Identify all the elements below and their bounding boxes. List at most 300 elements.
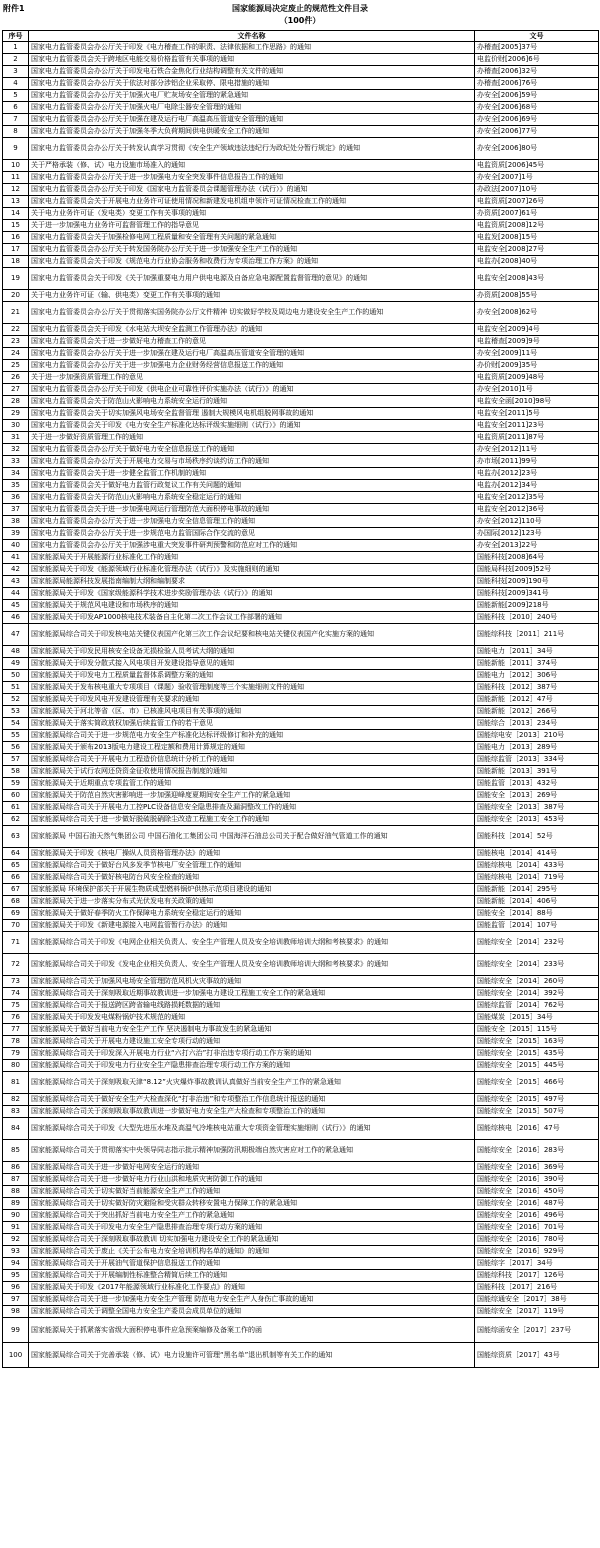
- document-name: 国家能源局关于做好当前电力安全生产工作 坚决遏制电力事故发生的紧急通知: [29, 1024, 475, 1036]
- document-code: 国能综安全［2016］487号: [475, 1198, 599, 1210]
- row-number: 34: [3, 468, 29, 480]
- document-code: 电监发[2008]15号: [475, 232, 599, 244]
- row-number: 47: [3, 624, 29, 646]
- document-code: 国能综安全［2013］387号: [475, 802, 599, 814]
- document-code: 国能综安全［2014］233号: [475, 954, 599, 976]
- document-name: 国家能源局关于进一步落实分布式光伏发电有关政策的通知: [29, 896, 475, 908]
- table-row: [3, 670, 599, 682]
- table-row: [3, 1258, 599, 1270]
- table-row: [3, 1060, 599, 1072]
- document-name: 关于进一步加强电力业务许可监督管理工作的指导意见: [29, 220, 475, 232]
- document-code: 国能核电［2014］414号: [475, 848, 599, 860]
- table-row: [3, 1270, 599, 1282]
- table-row: [3, 1024, 599, 1036]
- document-code: 国能综通安全［2017］38号: [475, 1294, 599, 1306]
- document-name: 关于严格承装（修、试）电力设施市场准入的通知: [29, 160, 475, 172]
- document-name: 国家电力监管委员会关于切实加强风电场安全监督管理 遏制大规模风电机组脱网事故的通知: [29, 408, 475, 420]
- document-code: 电监安全[2009]4号: [475, 324, 599, 336]
- table-row: [3, 126, 599, 138]
- row-number: 88: [3, 1186, 29, 1198]
- row-number: 18: [3, 256, 29, 268]
- table-row: [3, 848, 599, 860]
- document-name: 国家能源局综合司关于深刻吸取近期事故教训进一步加强电力建设工程施工安全工作的紧急通知: [29, 988, 475, 1000]
- table-row: [3, 600, 599, 612]
- row-number: 96: [3, 1282, 29, 1294]
- row-number: 50: [3, 670, 29, 682]
- document-code: 电监安全[2011]23号: [475, 420, 599, 432]
- document-name: 国家能源局综合司关于切实做好当前能源安全生产工作的通知: [29, 1186, 475, 1198]
- table-row: [3, 682, 599, 694]
- document-name: 国家电力监管委员会办公厅关于加强涉电重大突发事件研判预警和防范应对工作的通知: [29, 540, 475, 552]
- document-code: 国能科技［2014］52号: [475, 826, 599, 848]
- document-code: 国能综科技［2011］211号: [475, 624, 599, 646]
- document-name: 国家电力监管委员会关于跨地区电能交易价格监管有关事项的通知: [29, 54, 475, 66]
- document-name: 国家能源局综合司关于深刻吸取天津“8.12”火灾爆炸事故教训认真做好当前安全生产工作的紧急通知: [29, 1072, 475, 1094]
- row-number: 25: [3, 360, 29, 372]
- document-code: 电监资质[2011]87号: [475, 432, 599, 444]
- document-code: 办政法[2007]10号: [475, 184, 599, 196]
- document-name: 国家能源局关于河北等省（区、市）已核准风电项目有关事项的通知: [29, 706, 475, 718]
- document-code: 办安全[2013]22号: [475, 540, 599, 552]
- row-number: 11: [3, 172, 29, 184]
- document-name: 国家能源局综合司关于开展电力工控PLC设备信息安全隐患排查及漏洞整改工作的通知: [29, 802, 475, 814]
- table-row: [3, 1140, 599, 1162]
- table-row: [3, 408, 599, 420]
- document-name: 国家能源局综合司关于印发电力行业安全生产隐患排查治理专项行动工作方案的通知: [29, 1060, 475, 1072]
- row-number: 42: [3, 564, 29, 576]
- attachment-label: 附件1: [3, 4, 25, 13]
- row-number: 68: [3, 896, 29, 908]
- document-code: 国能综安全［2016］780号: [475, 1234, 599, 1246]
- document-name: 国家电力监管委员会办公厅关于印发《国家电力监管委员会课题管理办法（试行）》的通知: [29, 184, 475, 196]
- document-title: 国家能源局决定废止的规范性文件目录: [232, 4, 368, 13]
- table-row: [3, 372, 599, 384]
- row-number: 15: [3, 220, 29, 232]
- table-row: [3, 552, 599, 564]
- table-row: [3, 290, 599, 302]
- row-number: 35: [3, 480, 29, 492]
- document-code: 国能综核电［2014］433号: [475, 860, 599, 872]
- row-number: 46: [3, 612, 29, 624]
- row-number: 39: [3, 528, 29, 540]
- table-row: [3, 138, 599, 160]
- document-code: 国能新能［2012］47号: [475, 694, 599, 706]
- row-number: 100: [3, 1343, 29, 1368]
- row-number: 94: [3, 1258, 29, 1270]
- table-row: [3, 730, 599, 742]
- table-row: [3, 954, 599, 976]
- table-row: [3, 612, 599, 624]
- document-name: 国家能源局综合司关于突出抓好当前电力安全生产工作的紧急通知: [29, 1210, 475, 1222]
- table-row: [3, 742, 599, 754]
- document-name: 关于进一步做好资质管理工作的通知: [29, 432, 475, 444]
- document-code: 电监办[2008]40号: [475, 256, 599, 268]
- row-number: 36: [3, 492, 29, 504]
- document-name: 国家能源局综合司关于调整全国电力安全生产委员会成员单位的通知: [29, 1306, 475, 1318]
- document-name: 国家能源局关于印发《核电厂操纵人员资格管理办法》的通知: [29, 848, 475, 860]
- row-number: 59: [3, 778, 29, 790]
- table-row: [3, 268, 599, 290]
- document-code: 电监安全[2011]5号: [475, 408, 599, 420]
- document-name: 国家能源局综合司关于深刻吸取事故教训 切实加强电力建设安全工作的紧急通知: [29, 1234, 475, 1246]
- document-name: 国家能源局关于印发电力工程质量监督体系调整方案的通知: [29, 670, 475, 682]
- document-name: 国家能源局综合司关于开展电力建设施工安全专项行动的通知: [29, 1036, 475, 1048]
- document-code: 办资质[2007]61号: [475, 208, 599, 220]
- row-number: 76: [3, 1012, 29, 1024]
- table-row: [3, 1306, 599, 1318]
- row-number: 54: [3, 718, 29, 730]
- table-row: [3, 172, 599, 184]
- document-name: 国家能源局综合司关于印发核电站关键仪表国产化第三次工作会议纪要和核电站关键仪表国产化实施方案的通知: [29, 624, 475, 646]
- document-name: 国家电力监管委员会关于防范山火影响电力系统安全运行的通知: [29, 396, 475, 408]
- document-code: 国能安全［2013］269号: [475, 790, 599, 802]
- document-code: 电监资质[2008]12号: [475, 220, 599, 232]
- document-code: 电监安全[2008]27号: [475, 244, 599, 256]
- row-number: 37: [3, 504, 29, 516]
- document-name: 国家电力监管委员会关于进一步做好电力稽查工作的意见: [29, 336, 475, 348]
- column-header-code: 文号: [475, 31, 599, 42]
- document-code: 电监办[2012]23号: [475, 468, 599, 480]
- document-name: 国家电力监管委员会办公厅关于进一步加强电力安全信息管理工作的通知: [29, 516, 475, 528]
- table-row: [3, 360, 599, 372]
- table-row: [3, 1343, 599, 1368]
- document-name: 国家能源局综合司关于贯彻落实中央领导同志指示批示精神加强防汛期极端自然灾害应对工作的紧急通知: [29, 1140, 475, 1162]
- row-number: 22: [3, 324, 29, 336]
- table-row: [3, 1000, 599, 1012]
- document-code: 办安全[2012]11号: [475, 444, 599, 456]
- table-row: [3, 718, 599, 730]
- row-number: 52: [3, 694, 29, 706]
- document-code: 办安全[2006]69号: [475, 114, 599, 126]
- document-code: 办安全[2006]77号: [475, 126, 599, 138]
- table-row: [3, 1234, 599, 1246]
- document-header: [0, 0, 600, 30]
- table-row: [3, 102, 599, 114]
- row-number: 26: [3, 372, 29, 384]
- document-name: 国家电力监管委员会关于防范山火影响电力系统安全稳定运行的通知: [29, 492, 475, 504]
- document-name: 国家能源局综合司关于切实做好防灾避险和受灾群众转移安置电力保障工作的紧急通知: [29, 1198, 475, 1210]
- document-code: 国能综安全［2015］445号: [475, 1060, 599, 1072]
- row-number: 63: [3, 826, 29, 848]
- table-row: [3, 908, 599, 920]
- document-code: 国能综安全［2016］390号: [475, 1174, 599, 1186]
- document-code: 办资质[2008]55号: [475, 290, 599, 302]
- document-name: 国家电力监管委员会办公厅关于印发《供电企业可靠性评价实施办法（试行）》的通知: [29, 384, 475, 396]
- table-row: [3, 1186, 599, 1198]
- document-name: 国家电力监管委员会办公厅关于印发《电力稽查工作的职责、法律依据和工作思路》的通知: [29, 42, 475, 54]
- row-number: 53: [3, 706, 29, 718]
- document-name: 国家电力监管委员会办公厅关于加强火电厂贮灰场安全管理的紧急通知: [29, 90, 475, 102]
- document-name: 国家电力监管委员会关于做好电力监管行政复议工作有关问题的通知: [29, 480, 475, 492]
- document-name: 国家电力监管委员会办公厅关于加强冬季大负荷期间供电供暖安全工作的通知: [29, 126, 475, 138]
- row-number: 95: [3, 1270, 29, 1282]
- table-row: [3, 694, 599, 706]
- row-number: 32: [3, 444, 29, 456]
- document-name: 国家电力监管委员会关于开展电力业务许可证使用情况和新建发电机组申领许可证情况检查工作的通知: [29, 196, 475, 208]
- table-row: [3, 920, 599, 932]
- table-row: [3, 432, 599, 444]
- document-name: 国家能源局综合司关于印发《电网企业相关负责人、安全生产管理人员及安全培训教师培训大纲和考核要求》的通知: [29, 932, 475, 954]
- document-code: 国能综科技［2017］126号: [475, 1270, 599, 1282]
- document-code: 电监稽查[2009]9号: [475, 336, 599, 348]
- table-row: [3, 504, 599, 516]
- table-row: [3, 78, 599, 90]
- table-row: [3, 564, 599, 576]
- row-number: 66: [3, 872, 29, 884]
- document-code: 电监办[2012]34号: [475, 480, 599, 492]
- document-name: 国家能源局综合司关于开展电力工程造价信息统计分析工作的通知: [29, 754, 475, 766]
- row-number: 45: [3, 600, 29, 612]
- row-number: 81: [3, 1072, 29, 1094]
- document-code: 国能监管［2013］432号: [475, 778, 599, 790]
- document-name: 国家电力监管委员会办公厅关于贯彻落实国务院办公厅文件精神 切实做好学校及周边电力建设安全生产工作的通知: [29, 302, 475, 324]
- table-row: [3, 208, 599, 220]
- document-code: 国能新能［2014］295号: [475, 884, 599, 896]
- row-number: 40: [3, 540, 29, 552]
- row-number: 9: [3, 138, 29, 160]
- document-code: 国能科技[2009]341号: [475, 588, 599, 600]
- document-name: 国家能源局综合司关于开展油气管道保护信息报送工作的通知: [29, 1258, 475, 1270]
- row-number: 84: [3, 1118, 29, 1140]
- document-name: 国家能源局关于抓紧落实省级大面积停电事件应急预案编修及备案工作的函: [29, 1318, 475, 1343]
- document-code: 国能综核电［2016］47号: [475, 1118, 599, 1140]
- document-code: 电监安全函[2010]98号: [475, 396, 599, 408]
- row-number: 67: [3, 884, 29, 896]
- table-row: [3, 754, 599, 766]
- table-row: [3, 1162, 599, 1174]
- document-name: 国家能源局综合司关于印发《大型先进压水堆及高温气冷堆核电站重大专项资金管理实施细则（试行）》的通知: [29, 1118, 475, 1140]
- document-name: 国家能源局综合司关于报送跨区跨省输电线路损耗数据的通知: [29, 1000, 475, 1012]
- document-code: 国能综安全［2014］260号: [475, 976, 599, 988]
- row-number: 14: [3, 208, 29, 220]
- document-code: 国能安全［2014］88号: [475, 908, 599, 920]
- row-number: 2: [3, 54, 29, 66]
- document-name: 国家电力监管委员会关于印发《规范电力行业协会服务和收费行为专项治理工作方案》的通知: [29, 256, 475, 268]
- document-code: 国能科技［2010］240号: [475, 612, 599, 624]
- document-name: 国家能源局综合司关于做好核电防台风安全检查的通知: [29, 872, 475, 884]
- row-number: 41: [3, 552, 29, 564]
- table-row: [3, 244, 599, 256]
- table-row: [3, 456, 599, 468]
- row-number: 23: [3, 336, 29, 348]
- table-row: [3, 884, 599, 896]
- document-code: 办安全[2009]11号: [475, 348, 599, 360]
- row-number: 85: [3, 1140, 29, 1162]
- row-number: 28: [3, 396, 29, 408]
- document-code: 办价财[2009]35号: [475, 360, 599, 372]
- table-row: [3, 90, 599, 102]
- document-name: 国家电力监管委员会办公厅关于加强火电厂电除尘器安全管理的通知: [29, 102, 475, 114]
- row-number: 19: [3, 268, 29, 290]
- table-row: [3, 802, 599, 814]
- document-code: 国能电力［2013］289号: [475, 742, 599, 754]
- document-name: 国家电力监管委员会办公厅关于做好电力安全信息报送工作的通知: [29, 444, 475, 456]
- row-number: 16: [3, 232, 29, 244]
- table-row: [3, 1210, 599, 1222]
- document-subtitle: （100件）: [279, 16, 321, 25]
- document-name: 国家能源局关于印发《2017年能源领域行业标准化工作要点》的通知: [29, 1282, 475, 1294]
- row-number: 82: [3, 1094, 29, 1106]
- row-number: 75: [3, 1000, 29, 1012]
- document-name: 国家能源局关于近期重点专项监管工作的通知: [29, 778, 475, 790]
- document-name: 国家能源局综合司关于进一步做好电力行业山洪和地质灾害防御工作的通知: [29, 1174, 475, 1186]
- table-row: [3, 420, 599, 432]
- row-number: 97: [3, 1294, 29, 1306]
- document-code: 国能综安全［2014］232号: [475, 932, 599, 954]
- row-number: 24: [3, 348, 29, 360]
- document-code: 国能综监管［2013］334号: [475, 754, 599, 766]
- row-number: 61: [3, 802, 29, 814]
- row-number: 31: [3, 432, 29, 444]
- document-name: 国家能源局关于落实简政放权加强后续监管工作的若干意见: [29, 718, 475, 730]
- row-number: 99: [3, 1318, 29, 1343]
- document-name: 国家电力监管委员会办公厅关于进一步加强电力企业财务经营信息报送工作的通知: [29, 360, 475, 372]
- document-code: 办安全[2012]110号: [475, 516, 599, 528]
- table-row: [3, 324, 599, 336]
- document-name: 国家能源局综合司关于印发电力安全生产隐患排查治理专项行动方案的通知: [29, 1222, 475, 1234]
- document-code: 国能新能[2009]218号: [475, 600, 599, 612]
- document-name: 国家电力监管委员会办公厅关于依法对部分涉铝企业采取停、限电措施的通知: [29, 78, 475, 90]
- document-code: 办稽查[2006]76号: [475, 78, 599, 90]
- document-code: 国能综安全［2016］496号: [475, 1210, 599, 1222]
- document-name: 国家能源局关于印发风电开发建设管理有关要求的通知: [29, 694, 475, 706]
- table-row: [3, 1094, 599, 1106]
- document-code: 办安全[2006]68号: [475, 102, 599, 114]
- row-number: 91: [3, 1222, 29, 1234]
- row-number: 6: [3, 102, 29, 114]
- row-number: 13: [3, 196, 29, 208]
- table-row: [3, 42, 599, 54]
- table-row: [3, 860, 599, 872]
- document-name: 国家能源局能源科技发展指南编制大纲和编制要求: [29, 576, 475, 588]
- row-number: 65: [3, 860, 29, 872]
- row-number: 74: [3, 988, 29, 1000]
- document-code: 国能综安全［2016］369号: [475, 1162, 599, 1174]
- document-code: 办稽查[2006]32号: [475, 66, 599, 78]
- table-row: [3, 658, 599, 670]
- document-code: 国能科技[2009]190号: [475, 576, 599, 588]
- document-code: 电监安全[2008]43号: [475, 268, 599, 290]
- table-row: [3, 516, 599, 528]
- row-number: 71: [3, 932, 29, 954]
- document-name: 国家能源局综合司关于进一步做好电网安全运行的通知: [29, 1162, 475, 1174]
- row-number: 4: [3, 78, 29, 90]
- row-number: 8: [3, 126, 29, 138]
- table-row: [3, 54, 599, 66]
- document-name: 国家能源局关于印发分散式接入风电项目开发建设指导意见的通知: [29, 658, 475, 670]
- document-code: 国能新能［2013］391号: [475, 766, 599, 778]
- document-name: 关于电力业务许可证（发电类）变更工作有关事项的通知: [29, 208, 475, 220]
- document-name: 国家能源局关于印发《国家级能源科学技术进步奖励管理办法（试行）》的通知: [29, 588, 475, 600]
- document-code: 国能煤炭［2015］34号: [475, 1012, 599, 1024]
- table-row: [3, 444, 599, 456]
- row-number: 86: [3, 1162, 29, 1174]
- row-number: 44: [3, 588, 29, 600]
- row-number: 21: [3, 302, 29, 324]
- row-number: 3: [3, 66, 29, 78]
- table-row: [3, 1072, 599, 1094]
- column-header-number: 序号: [3, 31, 29, 42]
- document-name: 国家能源局 环境保护部关于开展生物质成型燃料锅炉供热示范项目建设的通知: [29, 884, 475, 896]
- document-name: 国家电力监管委员会办公厅关于进一步加强电力安全突发事件信息报告工作的通知: [29, 172, 475, 184]
- row-number: 90: [3, 1210, 29, 1222]
- table-row: [3, 196, 599, 208]
- table-row: [3, 1174, 599, 1186]
- document-name: 国家电力监管委员会关于进一步加强电网运行管理防范大面积停电事故的通知: [29, 504, 475, 516]
- document-code: 电监资质[2007]26号: [475, 196, 599, 208]
- document-code: 国能综安全［2016］929号: [475, 1246, 599, 1258]
- document-name: 国家能源局综合司关于印发深入开展电力行业“六打六治”打非治违专项行动工作方案的通知: [29, 1048, 475, 1060]
- table-row: [3, 1012, 599, 1024]
- document-code: 国能综安全［2016］450号: [475, 1186, 599, 1198]
- table-row: [3, 1246, 599, 1258]
- row-number: 51: [3, 682, 29, 694]
- table-row: [3, 540, 599, 552]
- document-name: 国家能源局关于印发《能源领域行业标准化管理办法（试行）》及实施细则的通知: [29, 564, 475, 576]
- document-code: 国能综资质［2017］43号: [475, 1343, 599, 1368]
- document-code: 国能科技［2017］216号: [475, 1282, 599, 1294]
- document-name: 国家能源局关于印发AP1000核电技术装备自主化第二次工作会议工作部署的通知: [29, 612, 475, 624]
- table-row: [3, 302, 599, 324]
- document-name: 国家能源局关于颁布2013版电力建设工程定额和费用计算规定的通知: [29, 742, 475, 754]
- row-number: 57: [3, 754, 29, 766]
- document-code: 电监安全[2012]35号: [475, 492, 599, 504]
- table-row: [3, 766, 599, 778]
- document-code: 国能电力［2011］34号: [475, 646, 599, 658]
- row-number: 98: [3, 1306, 29, 1318]
- row-number: 87: [3, 1174, 29, 1186]
- table-row: [3, 184, 599, 196]
- document-code: 办国际[2012]123号: [475, 528, 599, 540]
- document-name: 国家能源局综合司关于进一步规范电力安全生产标准化达标评级修订和补充的通知: [29, 730, 475, 742]
- table-row: [3, 778, 599, 790]
- row-number: 48: [3, 646, 29, 658]
- row-number: 1: [3, 42, 29, 54]
- table-row: [3, 826, 599, 848]
- row-number: 12: [3, 184, 29, 196]
- row-number: 89: [3, 1198, 29, 1210]
- table-row: [3, 114, 599, 126]
- document-name: 国家电力监管委员会办公厅关于转发认真学习贯彻《安全生产领域违法违纪行为政纪处分暂行规定》的通知: [29, 138, 475, 160]
- table-row: [3, 66, 599, 78]
- document-code: 国能综函安全［2017］237号: [475, 1318, 599, 1343]
- document-name: 国家能源局综合司关于做好台风多发季节核电厂安全管理工作的通知: [29, 860, 475, 872]
- row-number: 79: [3, 1048, 29, 1060]
- document-name: 国家能源局关于印发《新建电源接入电网监管暂行办法》的通知: [29, 920, 475, 932]
- document-code: 国能新能［2012］266号: [475, 706, 599, 718]
- document-name: 关于进一步加强资质管理工作的意见: [29, 372, 475, 384]
- document-code: 国能电力［2012］306号: [475, 670, 599, 682]
- document-name: 国家电力监管委员会办公厅关于转发国务院办公厅关于进一步加强安全生产工作的通知: [29, 244, 475, 256]
- document-code: 国能综安全［2015］466号: [475, 1072, 599, 1094]
- row-number: 10: [3, 160, 29, 172]
- row-number: 27: [3, 384, 29, 396]
- document-code: 国能综电安［2013］210号: [475, 730, 599, 742]
- document-code: 国能综安全［2015］163号: [475, 1036, 599, 1048]
- document-name: 国家能源局综合司关于废止《关于公布电力安全培训机构名单的通知》的通知: [29, 1246, 475, 1258]
- document-name: 国家电力监管委员会办公厅关于进一步规范电力监管国际合作交流的意见: [29, 528, 475, 540]
- table-row: [3, 492, 599, 504]
- row-number: 69: [3, 908, 29, 920]
- document-code: 电监价财[2006]6号: [475, 54, 599, 66]
- row-number: 83: [3, 1106, 29, 1118]
- table-row: [3, 468, 599, 480]
- document-name: 国家能源局关于做好春季防火工作保障电力系统安全稳定运行的通知: [29, 908, 475, 920]
- row-number: 49: [3, 658, 29, 670]
- document-name: 国家能源局关于防范自然灾害影响进一步加强迎峰度夏期间安全生产工作的紧急通知: [29, 790, 475, 802]
- table-row: [3, 160, 599, 172]
- table-row: [3, 872, 599, 884]
